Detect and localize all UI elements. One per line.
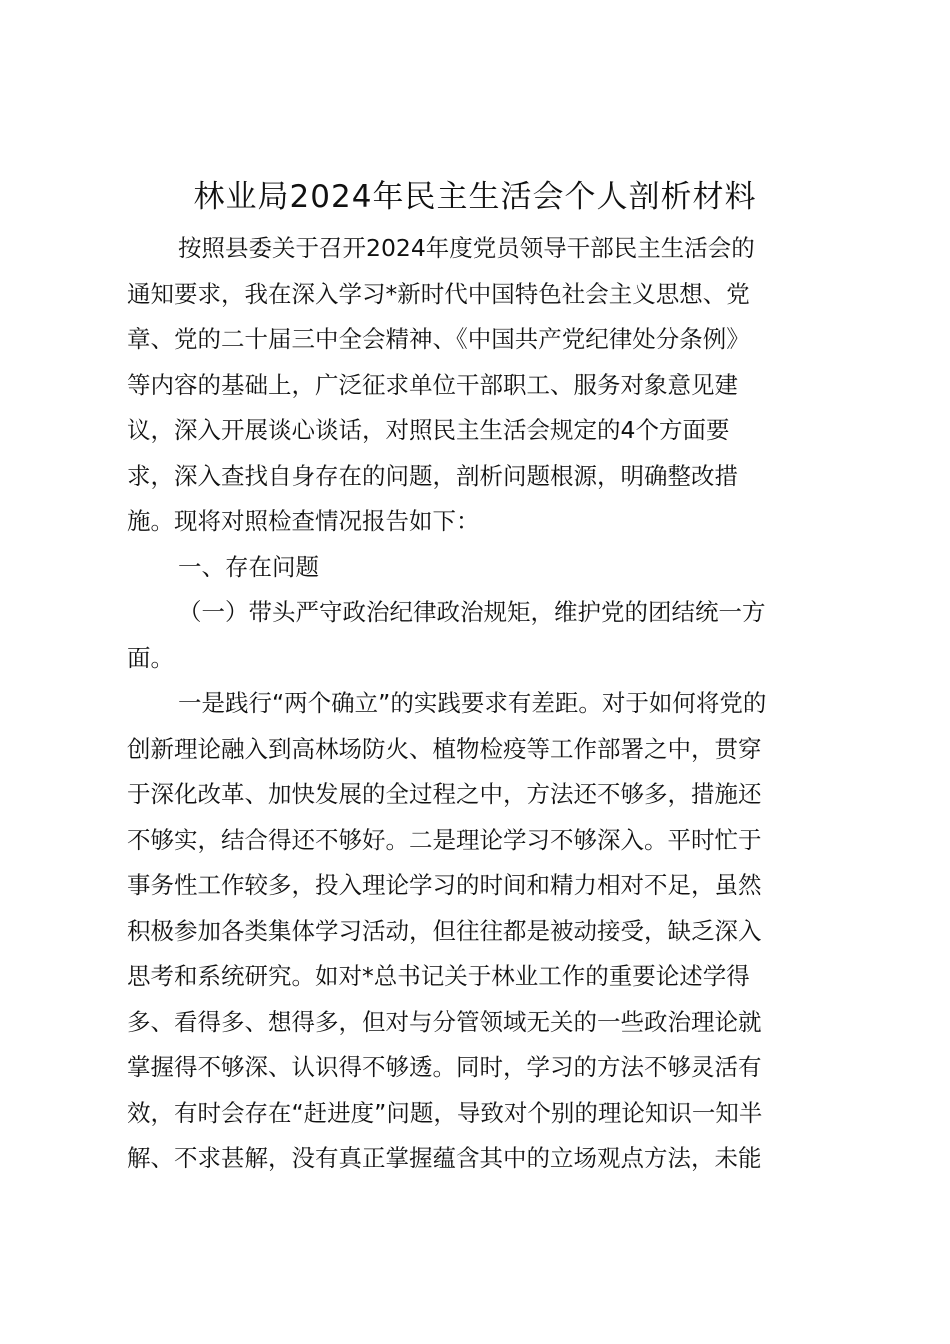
body-line: 掌握得不够深、认识得不够透。同时，学习的方法不够灵活有: [127, 1053, 762, 1081]
section-heading: 一、存在问题: [178, 552, 319, 581]
body-line: 创新理论融入到高林场防火、植物检疫等工作部署之中，贯穿: [127, 734, 762, 763]
body-line: 等内容的基础上，广泛征求单位干部职工、服务对象意见建: [127, 370, 738, 399]
body-line: 解、不求甚解，没有真正掌握蕴含其中的立场观点方法，未能: [127, 1144, 762, 1172]
body-line: 按照县委关于召开2024年度党员领导干部民主生活会的: [178, 234, 755, 262]
body-line: 事务性工作较多，投入理论学习的时间和精力相对不足，虽然: [127, 871, 762, 899]
body-line: 一是践行“两个确立”的实践要求有差距。对于如何将党的: [178, 689, 767, 717]
body-line: 不够实，结合得还不够好。二是理论学习不够深入。平时忙于: [127, 825, 762, 854]
body-line: 多、看得多、想得多，但对与分管领域无关的一些政治理论就: [127, 1007, 762, 1036]
body-line: 于深化改革、加快发展的全过程之中，方法还不够多，措施还: [127, 780, 762, 808]
document-body: [127, 226, 827, 1182]
body-line: 积极参加各类集体学习活动，但往往都是被动接受，缺乏深入: [127, 916, 762, 945]
subsection-heading-continued: 面。: [127, 643, 174, 672]
body-line: 章、党的二十届三中全会精神、《中国共产党纪律处分条例》: [127, 325, 750, 353]
body-line: 通知要求，我在深入学习*新时代中国特色社会主义思想、党: [127, 279, 750, 308]
body-line: 施。现将对照检查情况报告如下：: [127, 507, 480, 535]
body-line: 求，深入查找自身存在的问题，剖析问题根源，明确整改措: [127, 461, 738, 490]
body-line: 思考和系统研究。如对*总书记关于林业工作的重要论述学得: [127, 962, 750, 990]
body-line: 议，深入开展谈心谈话，对照民主生活会规定的4个方面要: [127, 416, 730, 444]
subsection-heading: （一）带头严守政治纪律政治规矩，维护党的团结统一方: [178, 598, 766, 626]
document-title: 林业局2024年民主生活会个人剖析材料: [193, 179, 757, 215]
body-line: 效，有时会存在“赶进度”问题，导致对个别的理论知识一知半: [127, 1098, 763, 1127]
